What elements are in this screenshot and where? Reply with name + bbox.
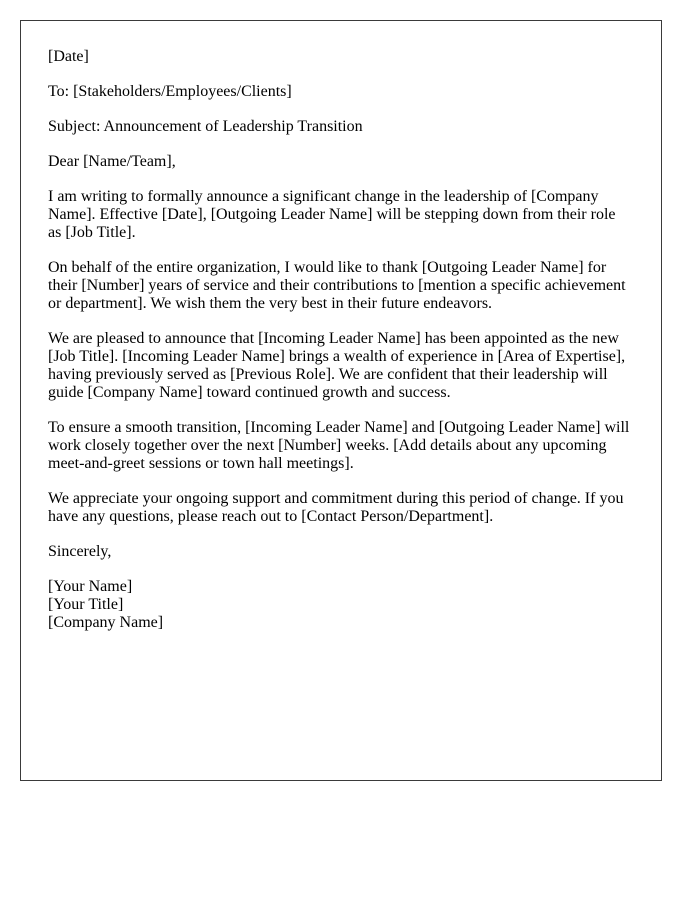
paragraph-support: We appreciate your ongoing support and commitment during this period of change. If you have any questions, please reach out to [Contact Person/Department]. [48,490,624,525]
letter-page [20,20,662,781]
signature-title: [Your Title] [48,596,124,613]
salutation: Dear [Name/Team], [48,153,176,170]
subject-line: Subject: Announcement of Leadership Transition [48,118,363,135]
paragraph-successor: We are pleased to announce that [Incoming Leader Name] has been appointed as the new [Job Title]. [Incoming Leader Name] brings a wealth of experience in [Area of Expertise], having previously served as [Previous Role]. We are confident that their leadership will guide [Company Name] toward continued growth and success. [48,330,626,401]
recipient-line: To: [Stakeholders/Employees/Clients] [48,83,292,100]
date-line: [Date] [48,48,89,65]
paragraph-gratitude: On behalf of the entire organization, I would like to thank [Outgoing Leader Name] for their [Number] years of service and their contributions to [mention a specific achievement or department]. We wish them the very best in their future endeavors. [48,259,626,312]
paragraph-announcement: I am writing to formally announce a significant change in the leadership of [Company Name]. Effective [Date], [Outgoing Leader Name] will be stepping down from their role as [Job Title]. [48,188,616,241]
signature-block [48,578,631,632]
signature-company: [Company Name] [48,614,164,631]
closing: Sincerely, [48,543,112,560]
signature-name: [Your Name] [48,578,133,595]
paragraph-transition-plan: To ensure a smooth transition, [Incoming Leader Name] and [Outgoing Leader Name] will work closely together over the next [Number] weeks. [Add details about any upcoming meet-and-greet sessions or town hall meetings]. [48,419,630,472]
